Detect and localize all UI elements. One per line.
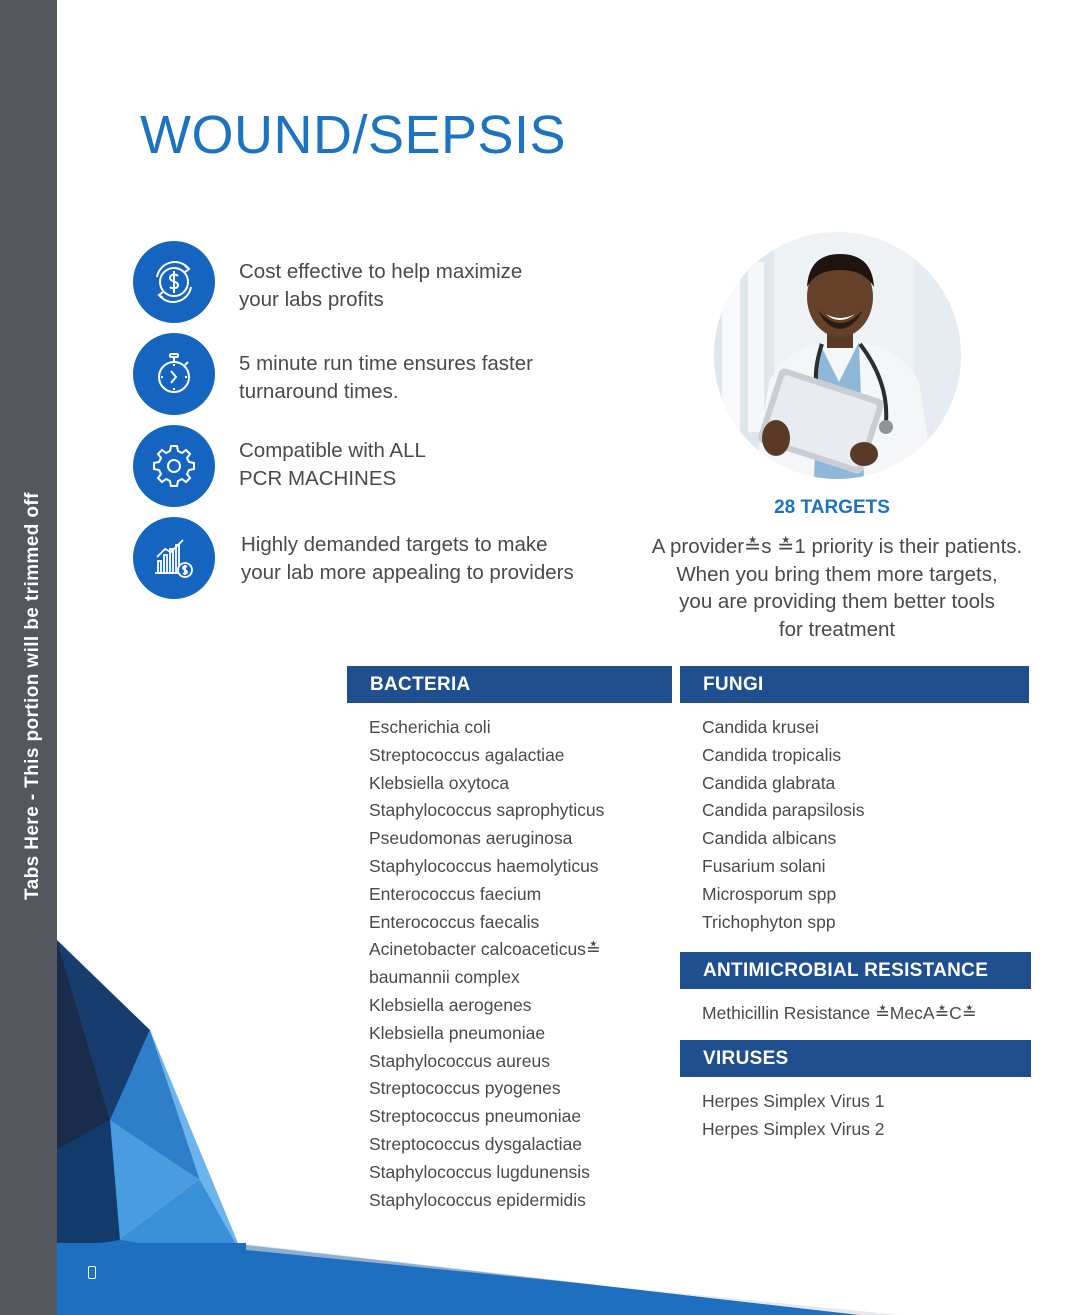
antimicrobial-list (702, 1000, 976, 1028)
page-title: WOUND/SEPSIS (140, 105, 567, 165)
list-item: Candida albicans (702, 828, 837, 849)
targets-count-title: 28 TARGETS (774, 497, 890, 518)
bacteria-header: BACTERIA (347, 666, 672, 703)
list-item: Herpes Simplex Virus 1 (702, 1091, 885, 1111)
list-item: Enterococcus faecalis (369, 911, 540, 932)
dollar-cycle-icon (133, 241, 215, 323)
feature-text: Highly demanded targets to make your lab more appealing to providers (241, 533, 574, 584)
list-item: Staphylococcus aureus (369, 1050, 550, 1071)
page-number-box (88, 1266, 96, 1279)
list-item: Klebsiella aerogenes (369, 994, 532, 1015)
list-item: Fusarium solani (702, 855, 826, 876)
doctor-photo (714, 232, 961, 479)
list-item: Staphylococcus epidermidis (369, 1189, 586, 1210)
list-item: Pseudomonas aeruginosa (369, 828, 573, 849)
list-item: Microsporum spp (702, 883, 837, 904)
viruses-header: VIRUSES (680, 1040, 1031, 1077)
chart-dollar-icon (133, 517, 215, 599)
list-item: Staphylococcus lugdunensis (369, 1161, 590, 1182)
fungi-header: FUNGI (680, 666, 1029, 703)
list-item: Streptococcus pneumoniae (369, 1106, 582, 1127)
list-item: Candida parapsilosis (702, 800, 865, 821)
feature-text: Compatible with ALL PCR MACHINES (239, 439, 426, 490)
list-item: Candida krusei (702, 717, 819, 737)
stopwatch-icon (133, 333, 215, 415)
feature-text: 5 minute run time ensures faster turnaround times. (239, 352, 533, 403)
list-item: Escherichia coli (369, 717, 491, 737)
list-item: Staphylococcus saprophyticus (369, 800, 605, 821)
list-item: Trichophyton spp (702, 911, 836, 932)
targets-description: A provider≛s ≛1 priority is their patients. When you bring them more targets, you are providing them better tools for treatment (651, 535, 1023, 641)
list-item: Staphylococcus haemolyticus (369, 855, 599, 876)
list-item: Enterococcus faecium (369, 883, 542, 904)
list-item: Streptococcus pyogenes (369, 1078, 561, 1099)
sidebar-tab-label: Tabs Here - This portion will be trimmed off (22, 492, 43, 900)
list-item: baumannii complex (369, 967, 520, 988)
gear-icon (133, 425, 215, 507)
feature-text: Cost effective to help maximize your labs profits (239, 260, 523, 311)
fungi-list (702, 714, 864, 936)
list-item: Candida glabrata (702, 772, 836, 793)
list-item: Herpes Simplex Virus 2 (702, 1118, 885, 1139)
list-item: Klebsiella oxytoca (369, 772, 510, 793)
list-item: Methicillin Resistance ≛MecA≛C≛ (702, 1003, 977, 1023)
bacteria-list (369, 714, 604, 1214)
list-item: Klebsiella pneumoniae (369, 1022, 546, 1043)
antimicrobial-header: ANTIMICROBIAL RESISTANCE (680, 952, 1031, 989)
list-item: Acinetobacter calcoaceticus≛ (369, 939, 601, 960)
list-item: Streptococcus dysgalactiae (369, 1133, 583, 1154)
sidebar-tab-strip (0, 0, 57, 1315)
list-item: Streptococcus agalactiae (369, 744, 565, 765)
viruses-list (702, 1088, 885, 1144)
list-item: Candida tropicalis (702, 744, 842, 765)
